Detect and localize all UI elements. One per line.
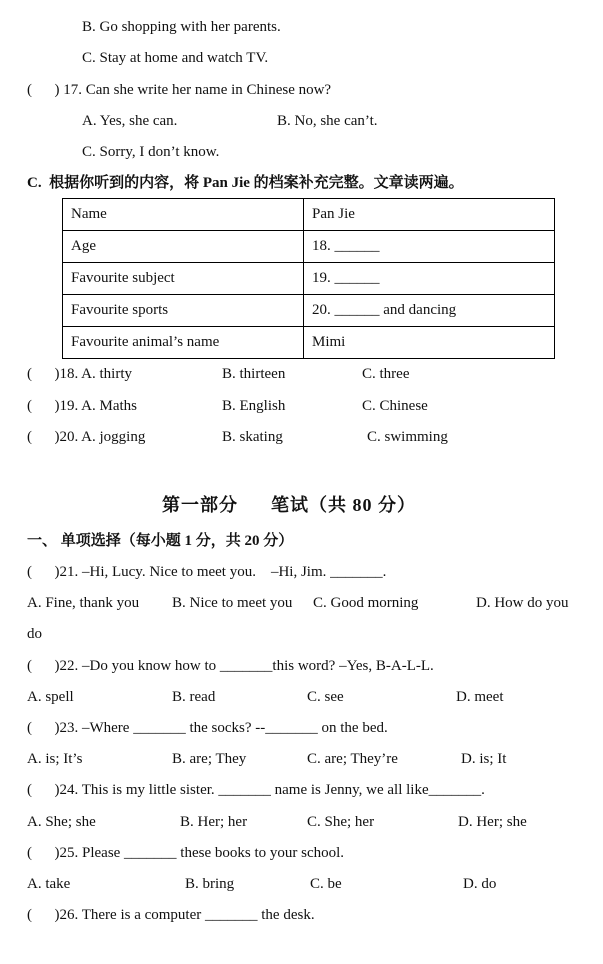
option-line: A. She; she [27,814,96,830]
question-line: ( )22. –Do you know how to _______this word? –Yes, B-A-L-L. [27,658,434,674]
option-line: B. thirteen [222,366,286,382]
option-line: C. Sorry, I don’t know. [82,144,220,160]
section-heading: 一、 单项选择（每小题 1 分，共 20 分） [27,533,294,549]
option-line: C. swimming [367,429,448,445]
option-line: B. Her; her [180,814,248,830]
option-line: B. are; They [172,751,247,767]
question-line: ( )20. A. jogging [27,429,146,445]
option-line: C. Chinese [362,398,428,414]
option-line: C. be [310,876,342,892]
table-cell: 19. ______ [304,263,555,295]
option-line: C. see [307,689,344,705]
table-row [63,295,555,327]
option-line: A. Fine, thank you [27,595,140,611]
option-line: D. meet [456,689,504,705]
table-row [63,263,555,295]
option-line: A. spell [27,689,74,705]
option-line: A. take [27,876,71,892]
question-line: ( )21. –Hi, Lucy. Nice to meet you. –Hi, Jim. _______. [27,564,387,580]
option-line: B. read [172,689,216,705]
table-row [63,327,555,359]
question-line: ( )25. Please _______ these books to your school. [27,845,345,861]
question-line: ( )26. There is a computer _______ the desk. [27,907,315,923]
option-line: A. Yes, she can. [82,113,178,129]
section-heading: C. 根据你听到的内容，将 Pan Jie 的档案补充完整。文章读两遍。 [27,175,464,191]
option-line: C. are; They’re [307,751,398,767]
question-line: ( )18. A. thirty [27,366,132,382]
option-line: A. is; It’s [27,751,83,767]
option-line: D. is; It [461,751,507,767]
profile-table [62,198,555,359]
question-line: ( )23. –Where _______ the socks? --_______ on the bed. [27,720,388,736]
part-title: 第一部分 笔试（共 80 分） [162,495,416,515]
option-line: C. three [362,366,410,382]
table-cell: Age [63,231,304,263]
option-line: B. English [222,398,286,414]
option-line: D. do [463,876,497,892]
option-line: B. Nice to meet you [172,595,293,611]
table-cell: Name [63,199,304,231]
option-line: B. No, she can’t. [277,113,378,129]
option-line: B. Go shopping with her parents. [82,19,281,35]
question-line: ( ) 17. Can she write her name in Chinese now? [27,82,332,98]
question-line: ( )19. A. Maths [27,398,137,414]
option-line: B. skating [222,429,283,445]
option-line: D. How do you [476,595,569,611]
table-row [63,231,555,263]
option-line: do [27,626,42,642]
table-row [63,199,555,231]
table-cell: Mimi [304,327,555,359]
table-cell: Pan Jie [304,199,555,231]
option-line: D. Her; she [458,814,527,830]
question-line: ( )24. This is my little sister. _______ name is Jenny, we all like_______. [27,782,485,798]
option-line: C. She; her [307,814,375,830]
table-cell: Favourite sports [63,295,304,327]
option-line: B. bring [185,876,235,892]
table-cell: 18. ______ [304,231,555,263]
option-line: C. Stay at home and watch TV. [82,50,269,66]
option-line: C. Good morning [313,595,419,611]
table-cell: Favourite animal’s name [63,327,304,359]
table-cell: 20. ______ and dancing [304,295,555,327]
table-cell: Favourite subject [63,263,304,295]
